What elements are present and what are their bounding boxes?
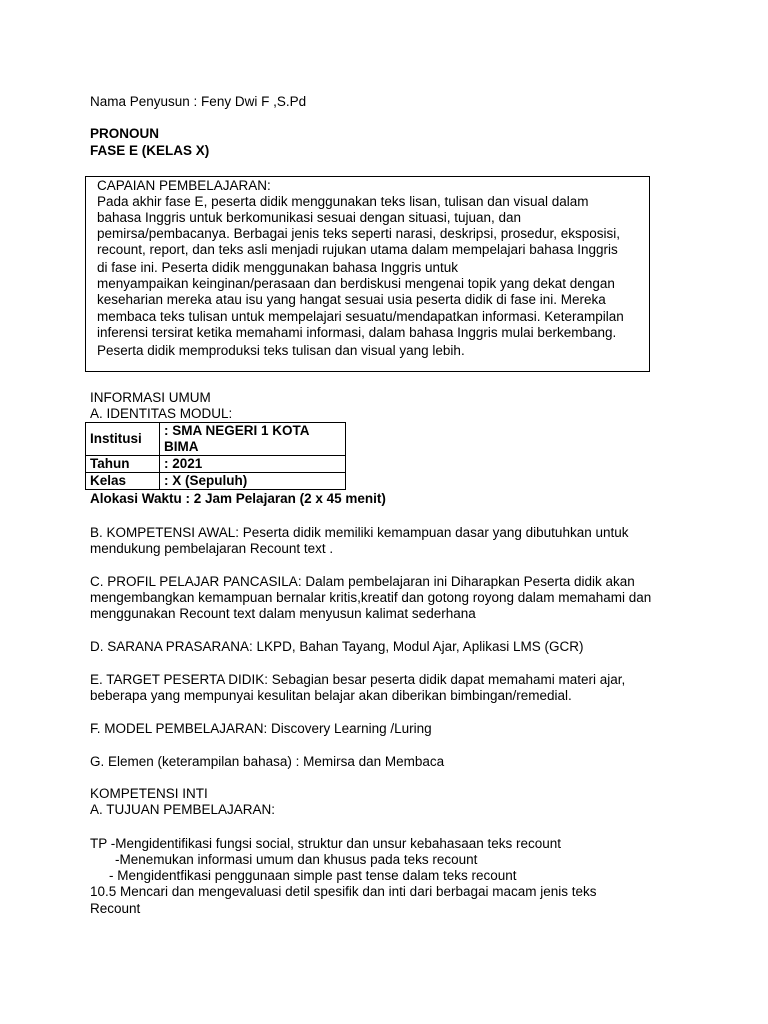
table-value-line: : SMA NEGERI 1 KOTA bbox=[164, 423, 310, 438]
section-c-line: mengembangkan kemampuan bernalar kritis,kreatif dan gotong royong dalam memahami dan bbox=[90, 590, 652, 605]
section-e-line: E. TARGET PESERTA DIDIK: Sebagian besar peserta didik dapat memahami materi ajar, bbox=[90, 672, 626, 687]
table-value bbox=[160, 423, 346, 456]
capaian-line: Peserta didik memproduksi teks tulisan dan visual yang lebih. bbox=[97, 343, 465, 358]
section-c-line: menggunakan Recount text dalam menyusun kalimat sederhana bbox=[90, 606, 476, 621]
capaian-line: di fase ini. Peserta didik menggunakan bahasa Inggris untuk bbox=[97, 260, 458, 275]
capaian-line: menyampaikan keinginan/perasaan dan berdiskusi mengenai topik yang dekat dengan bbox=[97, 276, 615, 291]
tp-line: -Menemukan informasi umum dan khusus pada teks recount bbox=[115, 852, 478, 867]
kompetensi-inti-heading: KOMPETENSI INTI bbox=[90, 786, 208, 801]
table-row bbox=[86, 456, 346, 473]
section-b-line: B. KOMPETENSI AWAL: Peserta didik memiliki kemampuan dasar yang dibutuhkan untuk bbox=[90, 525, 629, 540]
tp-line: - Mengidentfikasi penggunaan simple past tense dalam teks recount bbox=[109, 868, 517, 883]
table-key: Institusi bbox=[86, 423, 160, 456]
capaian-line: inferensi tersirat ketika memahami informasi, dalam bahasa Inggris mulai berkembang. bbox=[97, 325, 617, 340]
section-c-line: C. PROFIL PELAJAR PANCASILA: Dalam pembelajaran ini Diharapkan Peserta didik akan bbox=[90, 574, 635, 589]
capaian-pembelajaran-box bbox=[85, 176, 650, 372]
table-row bbox=[86, 473, 346, 490]
author-line: Nama Penyusun : Feny Dwi F ,S.Pd bbox=[90, 94, 307, 109]
table-key: Kelas bbox=[86, 473, 160, 490]
document-subtitle: FASE E (KELAS X) bbox=[90, 143, 210, 158]
section-e-line: beberapa yang mempunyai kesulitan belajar akan diberikan bimbingan/remedial. bbox=[90, 688, 572, 703]
capaian-line: pemirsa/pembacanya. Berbagai jenis teks seperti narasi, deskripsi, prosedur, eksposisi, bbox=[97, 226, 621, 241]
tujuan-pembelajaran-heading: A. TUJUAN PEMBELAJARAN: bbox=[90, 802, 276, 817]
section-g-line: G. Elemen (keterampilan bahasa) : Memirsa dan Membaca bbox=[90, 754, 445, 769]
table-value: : X (Sepuluh) bbox=[160, 473, 346, 490]
table-value-line: BIMA bbox=[164, 439, 199, 454]
table-key: Tahun bbox=[86, 456, 160, 473]
informasi-umum-heading: INFORMASI UMUM bbox=[90, 390, 211, 405]
capaian-line: keseharian mereka atau isu yang hangat sesuai usia peserta didik di fase ini. Mereka bbox=[97, 292, 606, 307]
identitas-modul-table bbox=[85, 422, 346, 490]
section-f-line: F. MODEL PEMBELAJARAN: Discovery Learning /Luring bbox=[90, 721, 432, 736]
identitas-modul-heading: A. IDENTITAS MODUL: bbox=[90, 406, 233, 421]
capaian-heading: CAPAIAN PEMBELAJARAN: bbox=[97, 178, 271, 193]
capaian-line: bahasa Inggris untuk berkomunikasi sesuai dengan situasi, tujuan, dan bbox=[97, 210, 522, 225]
document-title: PRONOUN bbox=[90, 126, 160, 141]
tp-line: TP -Mengidentifikasi fungsi social, struktur dan unsur kebahasaan teks recount bbox=[90, 836, 562, 851]
section-b-line: mendukung pembelajaran Recount text . bbox=[90, 541, 334, 556]
capaian-line: recount, report, dan teks asli menjadi rujukan utama dalam mempelajari bahasa Inggris bbox=[97, 242, 618, 257]
section-d-line: D. SARANA PRASARANA: LKPD, Bahan Tayang, Modul Ajar, Aplikasi LMS (GCR) bbox=[90, 639, 584, 654]
tp-line: Recount bbox=[90, 901, 141, 916]
tp-line: 10.5 Mencari dan mengevaluasi detil spesifik dan inti dari berbagai macam jenis teks bbox=[90, 884, 597, 899]
capaian-line: membaca teks tulisan untuk mempelajari sesuatu/mendapatkan informasi. Keterampilan bbox=[97, 309, 624, 324]
table-value: : 2021 bbox=[160, 456, 346, 473]
capaian-line: Pada akhir fase E, peserta didik menggunakan teks lisan, tulisan dan visual dalam bbox=[97, 194, 589, 209]
table-row bbox=[86, 423, 346, 456]
alokasi-waktu: Alokasi Waktu : 2 Jam Pelajaran (2 x 45 menit) bbox=[90, 491, 386, 506]
